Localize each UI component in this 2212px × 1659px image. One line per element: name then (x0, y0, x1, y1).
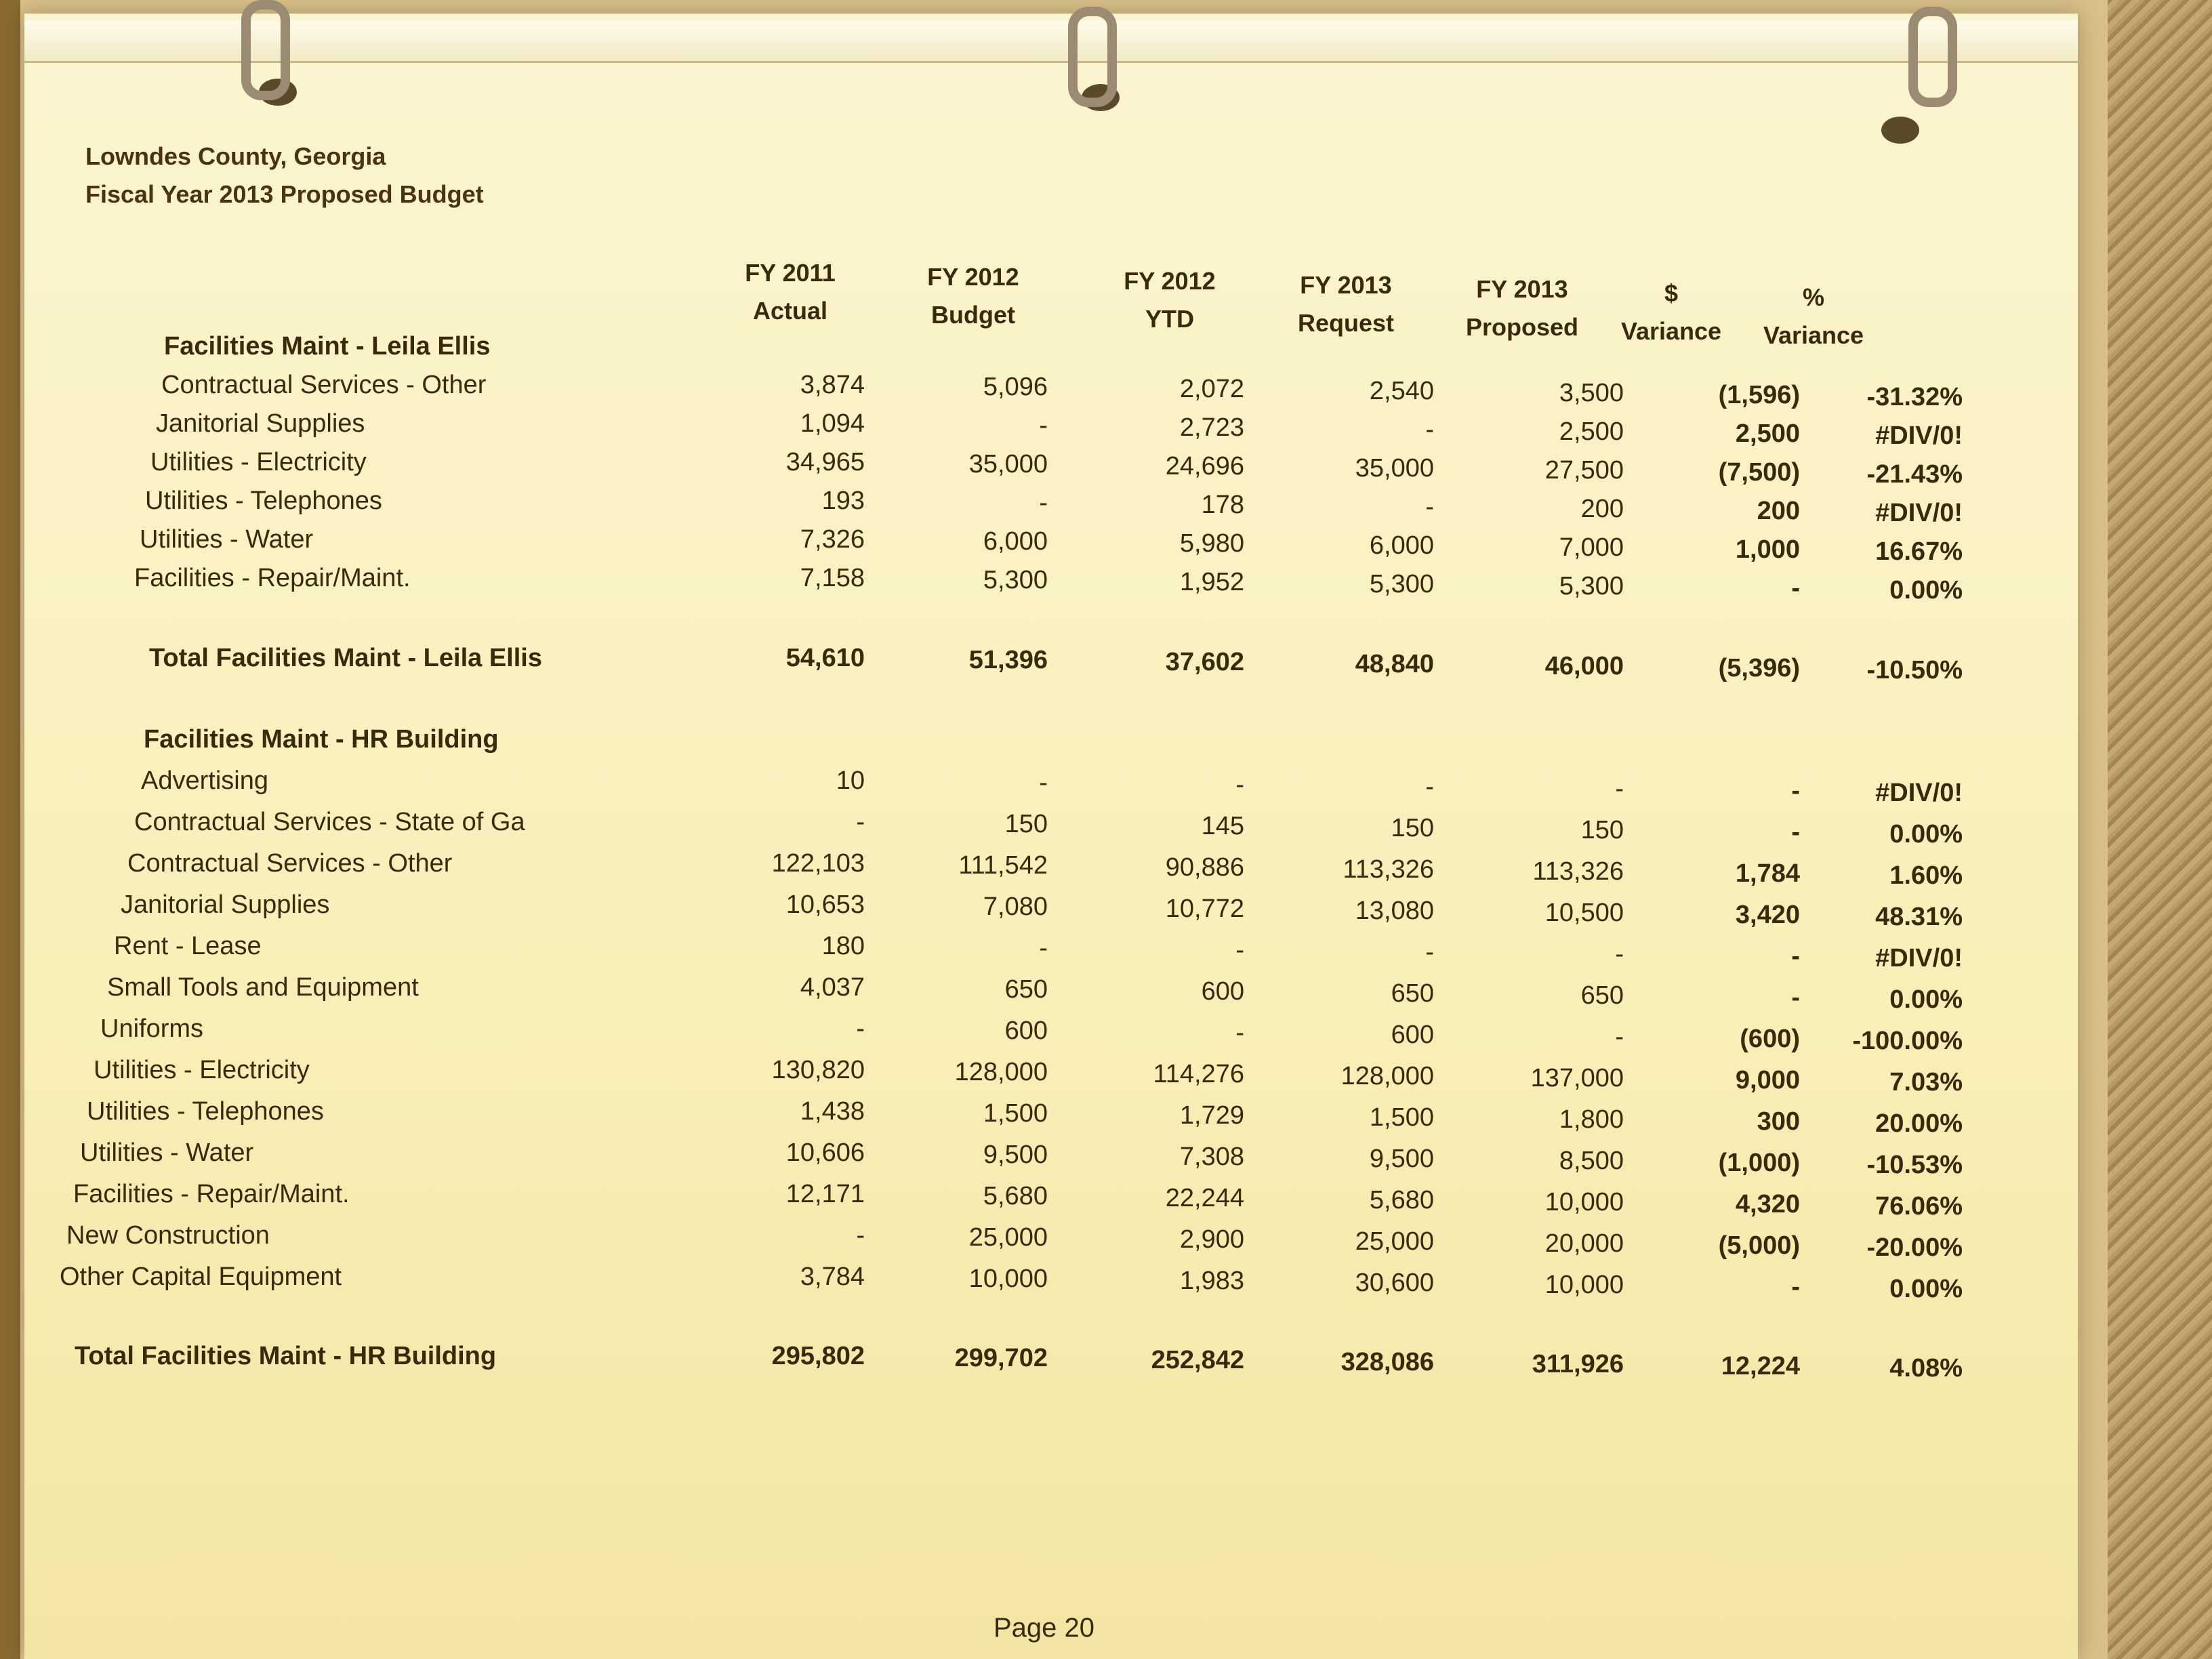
table-cell: 5,300 (1369, 570, 1434, 598)
table-cell: 1,983 (1179, 1267, 1244, 1295)
table-cell: 2,500 (1559, 417, 1624, 446)
row-label: New Construction (66, 1221, 270, 1250)
table-cell: (1,000) (1718, 1149, 1800, 1177)
table-cell: -10.53% (1866, 1151, 1963, 1179)
table-cell: 0.00% (1889, 576, 1963, 605)
table-cell: 2,723 (1179, 413, 1244, 442)
total-cell: 311,926 (1532, 1350, 1624, 1378)
table-cell: 9,500 (1369, 1145, 1434, 1173)
table-cell: 300 (1757, 1107, 1800, 1136)
table-cell: 10 (836, 766, 865, 795)
binder-ring (1068, 7, 1117, 107)
table-cell: #DIV/0! (1875, 499, 1963, 527)
table-cell: 7,326 (800, 525, 865, 554)
table-cell: 650 (1004, 975, 1048, 1004)
table-cell: 4,037 (800, 973, 865, 1002)
table-cell: - (1425, 493, 1434, 521)
total-cell: 12,224 (1721, 1352, 1800, 1380)
table-cell: 3,420 (1735, 901, 1800, 929)
sheet-protector-edge (24, 20, 2078, 63)
row-label: Contractual Services - Other (161, 371, 487, 399)
table-cell: - (1425, 773, 1434, 801)
table-cell: 7,158 (800, 564, 865, 592)
table-cell: 600 (1201, 977, 1244, 1006)
table-cell: 0.00% (1889, 985, 1963, 1014)
column-header-line2: Variance (1763, 321, 1864, 349)
table-cell: 1.60% (1889, 861, 1963, 890)
table-cell: 4,320 (1735, 1190, 1800, 1218)
table-cell: 25,000 (1355, 1227, 1434, 1256)
table-cell: - (1425, 415, 1434, 444)
table-cell: 180 (821, 932, 865, 960)
row-label: Uniforms (100, 1015, 204, 1043)
column-header (1265, 266, 1427, 342)
table-cell: 10,606 (785, 1139, 865, 1167)
table-cell: 128,000 (1340, 1062, 1434, 1090)
table-cell: 10,653 (785, 890, 865, 919)
row-label: Utilities - Electricity (94, 1056, 310, 1084)
table-cell: 10,000 (1544, 1271, 1624, 1299)
table-cell: 150 (1004, 810, 1048, 838)
column-header (1441, 270, 1603, 346)
table-cell: 90,886 (1165, 853, 1244, 882)
table-cell: (7,500) (1718, 458, 1800, 487)
table-cell: - (1425, 938, 1434, 966)
table-cell: - (856, 808, 865, 836)
total-cell: -10.50% (1866, 656, 1963, 684)
table-cell: (5,000) (1718, 1231, 1800, 1260)
table-cell: - (1039, 769, 1048, 797)
total-cell: 54,610 (785, 644, 865, 672)
table-cell: - (1615, 940, 1624, 968)
total-cell: 252,842 (1151, 1346, 1244, 1374)
table-cell: - (1235, 771, 1244, 799)
column-header-line1: FY 2013 (1300, 271, 1392, 299)
table-cell: 20,000 (1544, 1229, 1624, 1258)
column-header-line2: Budget (931, 301, 1015, 329)
table-cell: -20.00% (1866, 1233, 1963, 1262)
table-cell: 1,784 (1735, 859, 1800, 888)
table-cell: -100.00% (1852, 1027, 1963, 1055)
table-cell: - (1791, 574, 1800, 602)
org-name: Lowndes County, Georgia (85, 142, 386, 170)
row-label: Janitorial Supplies (156, 409, 365, 438)
budget-page (24, 14, 2078, 1659)
table-cell: 1,438 (800, 1097, 865, 1126)
table-cell: #DIV/0! (1875, 422, 1963, 450)
table-cell: (600) (1740, 1025, 1800, 1053)
table-cell: - (1791, 1273, 1800, 1301)
table-cell: - (1235, 936, 1244, 964)
total-cell: 48,840 (1355, 650, 1434, 678)
ring-hole (1881, 117, 1919, 144)
table-cell: - (1791, 942, 1800, 970)
table-cell: 6,000 (983, 527, 1048, 556)
table-cell: 10,500 (1544, 899, 1624, 927)
table-cell: 111,542 (958, 851, 1048, 880)
table-cell: 7.03% (1889, 1068, 1963, 1097)
table-cell: 5,980 (1179, 529, 1244, 558)
total-cell: 37,602 (1165, 648, 1244, 676)
table-cell: 650 (1391, 979, 1434, 1008)
table-cell: - (1235, 1019, 1244, 1047)
table-cell: 122,103 (771, 849, 865, 878)
table-cell: 7,000 (1559, 533, 1624, 562)
document-subtitle: Fiscal Year 2013 Proposed Budget (85, 180, 484, 208)
table-cell: 650 (1580, 981, 1624, 1010)
total-cell: 328,086 (1340, 1348, 1434, 1376)
row-label: Facilities - Repair/Maint. (134, 564, 411, 592)
table-cell: 76.06% (1875, 1192, 1963, 1221)
column-header-line1: FY 2011 (745, 259, 836, 287)
row-label: Advertising (141, 766, 268, 795)
table-cell: #DIV/0! (1875, 944, 1963, 972)
page-number: Page 20 (994, 1613, 1095, 1643)
row-label: Utilities - Telephones (145, 487, 382, 515)
column-header (1590, 274, 1753, 350)
row-label: Contractual Services - Other (127, 849, 453, 878)
column-header-line2: Proposed (1465, 313, 1579, 341)
table-cell: 12,171 (785, 1180, 865, 1208)
table-cell: 5,680 (1369, 1186, 1434, 1214)
table-cell: 2,072 (1179, 375, 1244, 403)
table-cell: 1,000 (1735, 535, 1800, 564)
column-header-line2: YTD (1145, 305, 1194, 333)
column-header-line2: Actual (752, 297, 828, 325)
column-header-line1: $ (1664, 279, 1679, 307)
table-cell: - (1791, 818, 1800, 846)
table-cell: 1,500 (1369, 1103, 1434, 1132)
table-cell: 24,696 (1165, 452, 1244, 480)
row-label: Small Tools and Equipment (107, 973, 419, 1002)
table-cell: 7,080 (983, 893, 1048, 921)
table-cell: 3,500 (1559, 379, 1624, 407)
table-cell: - (1615, 775, 1624, 803)
total-cell: 299,702 (954, 1344, 1048, 1372)
table-cell: 5,300 (983, 566, 1048, 594)
table-cell: 30,600 (1355, 1269, 1434, 1297)
row-label: Utilities - Electricity (150, 448, 367, 476)
table-cell: 150 (1391, 814, 1434, 842)
total-label: Total Facilities Maint - Leila Ellis (149, 644, 542, 672)
table-cell: 600 (1391, 1021, 1434, 1049)
table-cell: 16.67% (1875, 537, 1963, 566)
table-cell: - (1615, 1023, 1624, 1051)
table-cell: 5,680 (983, 1182, 1048, 1210)
table-cell: 25,000 (968, 1223, 1048, 1252)
table-cell: 2,500 (1735, 419, 1800, 448)
table-cell: -31.32% (1866, 383, 1963, 411)
table-cell: 2,540 (1369, 377, 1434, 405)
table-cell: 150 (1580, 816, 1624, 844)
table-cell: 35,000 (968, 450, 1048, 478)
column-header (892, 258, 1054, 334)
row-label: Utilities - Water (80, 1139, 254, 1167)
row-label: Other Capital Equipment (60, 1263, 342, 1291)
total-cell: 4.08% (1889, 1354, 1963, 1382)
table-cell: 9,000 (1735, 1066, 1800, 1094)
table-cell: 113,326 (1532, 857, 1624, 886)
table-cell: 1,729 (1179, 1101, 1244, 1130)
table-cell: 9,500 (983, 1141, 1048, 1169)
table-cell: - (856, 1221, 865, 1250)
column-header-line1: FY 2012 (927, 263, 1019, 291)
table-cell: 3,784 (800, 1263, 865, 1291)
row-label: Rent - Lease (114, 932, 262, 960)
column-header-line2: Request (1297, 309, 1395, 337)
column-header-line1: FY 2013 (1476, 275, 1568, 303)
column-header-line1: FY 2012 (1124, 267, 1216, 295)
table-cell: 113,326 (1343, 855, 1434, 884)
row-label: Utilities - Water (140, 525, 314, 554)
table-cell: 200 (1580, 495, 1624, 523)
table-cell: 0.00% (1889, 820, 1963, 848)
binder-ring (241, 0, 290, 100)
table-cell: 130,820 (771, 1056, 865, 1084)
total-cell: 295,802 (771, 1342, 865, 1370)
column-header (709, 254, 872, 330)
table-cell: 193 (821, 487, 865, 515)
column-header-line2: Variance (1620, 317, 1722, 345)
table-cell: 1,952 (1179, 568, 1244, 596)
table-cell: - (1039, 489, 1048, 517)
table-cell: - (856, 1015, 865, 1043)
table-cell: - (1039, 411, 1048, 440)
table-cell: (1,596) (1718, 381, 1800, 409)
column-header (1732, 279, 1895, 354)
table-cell: 1,500 (983, 1099, 1048, 1128)
table-cell: 600 (1004, 1017, 1048, 1045)
table-cell: 128,000 (954, 1058, 1048, 1086)
table-cell: 7,308 (1179, 1143, 1244, 1171)
table-cell: 8,500 (1559, 1147, 1624, 1175)
table-cell: 34,965 (785, 448, 865, 476)
row-label: Contractual Services - State of Ga (134, 808, 525, 836)
table-cell: 0.00% (1889, 1275, 1963, 1303)
table-cell: 20.00% (1875, 1109, 1963, 1138)
table-cell: 1,094 (800, 409, 865, 438)
table-cell: #DIV/0! (1875, 779, 1963, 807)
table-cell: -21.43% (1866, 460, 1963, 489)
table-cell: 10,000 (1544, 1188, 1624, 1216)
total-cell: 51,396 (968, 646, 1048, 674)
table-cell: 145 (1201, 812, 1244, 840)
row-label: Utilities - Telephones (87, 1097, 324, 1126)
table-cell: 22,244 (1165, 1184, 1244, 1212)
table-cell: 3,874 (800, 371, 865, 399)
table-cell: 5,096 (983, 373, 1048, 401)
table-cell: 1,800 (1559, 1105, 1624, 1134)
column-header-line1: % (1802, 283, 1824, 311)
table-cell: - (1039, 934, 1048, 962)
table-cell: 2,900 (1179, 1225, 1244, 1254)
table-cell: 13,080 (1355, 897, 1434, 925)
total-cell: 46,000 (1544, 652, 1624, 680)
table-cell: - (1791, 983, 1800, 1012)
row-label: Janitorial Supplies (121, 890, 330, 919)
table-cell: 200 (1757, 497, 1800, 525)
table-cell: 48.31% (1875, 903, 1963, 931)
column-header (1088, 262, 1251, 338)
table-cell: 27,500 (1544, 456, 1624, 485)
table-cell: 114,276 (1153, 1060, 1244, 1088)
total-label: Total Facilities Maint - HR Building (75, 1342, 497, 1370)
table-cell: 5,300 (1559, 572, 1624, 600)
binder-ring (1908, 7, 1957, 107)
table-cell: 10,000 (968, 1265, 1048, 1293)
row-label: Facilities - Repair/Maint. (73, 1180, 350, 1208)
table-cell: - (1791, 777, 1800, 805)
table-cell: 35,000 (1355, 454, 1434, 483)
table-cell: 10,772 (1165, 895, 1244, 923)
section-title: Facilities Maint - Leila Ellis (164, 332, 491, 361)
total-cell: (5,396) (1718, 654, 1800, 682)
table-cell: 6,000 (1369, 531, 1434, 560)
table-cell: 137,000 (1530, 1064, 1624, 1092)
table-cell: 178 (1201, 491, 1244, 519)
section-title: Facilities Maint - HR Building (144, 725, 499, 754)
